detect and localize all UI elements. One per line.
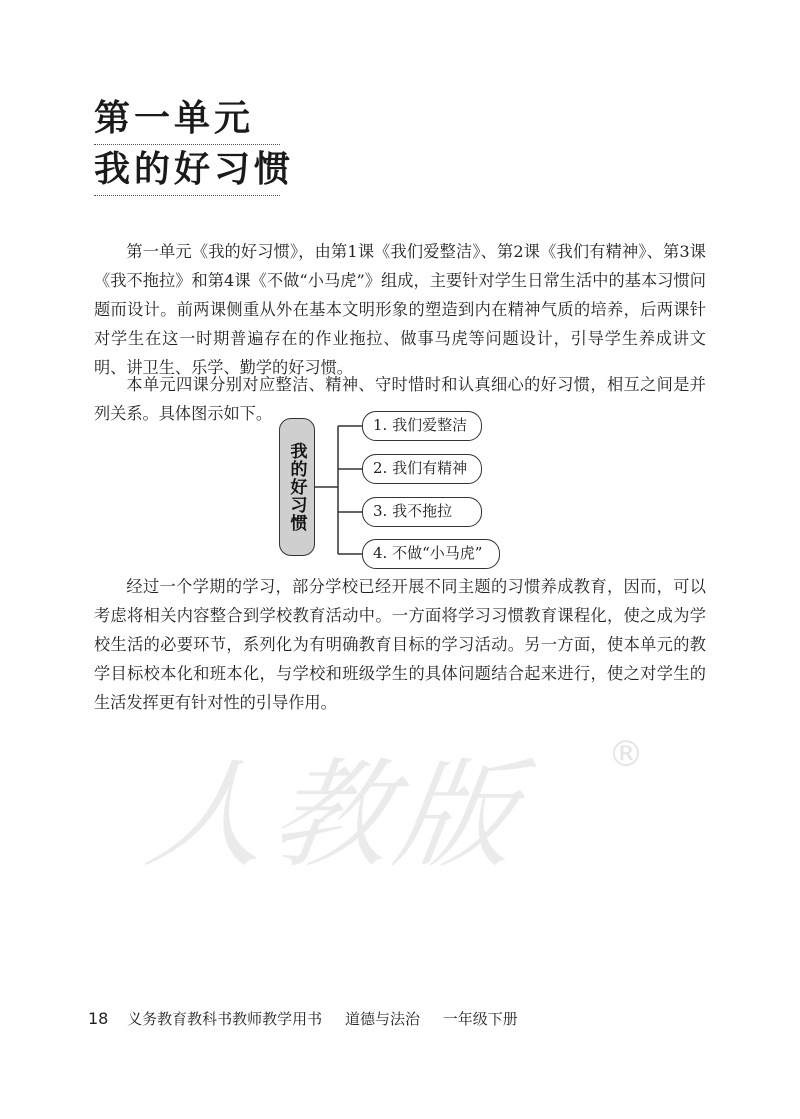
diagram-branch-lesson-3: 3. 我不拖拉: [362, 497, 482, 527]
watermark-text: 人教版: [138, 746, 531, 884]
diagram-root-label: 我的好习惯: [286, 442, 307, 532]
implementation-paragraph: 经过一个学期的学习，部分学校已经开展不同主题的习惯养成教育，因而，可以考虑将相关内容整合到学校教育活动中。一方面将学习习惯教育课程化，使之成为学校生活的必要环节，系列化为有明确教育目标的学习活动。另一方面，使本单元的教学目标校本化和班本化，与学校和班级学生的具体问题结合起来进行，使之对学生的生活发挥更有针对性的引导作用。: [94, 577, 706, 712]
subject-name: 道德与法治: [344, 1010, 420, 1028]
intro-paragraph: 第一单元《我的好习惯》，由第1课《我们爱整洁》、第2课《我们有精神》、第3课《我不拖拉》和第4课《不做“小马虎”》组成，主要针对学生日常生活中的基本习惯问题而设计。前两课侧重从外在基本文明形象的塑造到内在精神气质的培养，后两课针对学生在这一时期普遍存在的作业拖拉、做事马虎等问题设计，引导学生养成讲文明、讲卫生、乐学、勤学的好习惯。: [94, 242, 706, 377]
diagram-branch-lesson-1: 1. 我们爱整洁: [362, 411, 482, 441]
unit-title: [94, 96, 295, 198]
publisher-watermark: [138, 720, 670, 884]
title-underline: [94, 195, 280, 196]
grade-level: 一年级下册: [442, 1010, 518, 1028]
page-number: 18: [88, 1009, 109, 1028]
structure-paragraph: 本单元四课分别对应整洁、精神、守时惜时和认真细心的好习惯，相互之间是并列关系。具体图示如下。: [94, 375, 706, 423]
title-divider: [94, 144, 280, 145]
diagram-branch-lesson-2: 2. 我们有精神: [362, 454, 482, 484]
diagram-root-node: [279, 418, 315, 556]
unit-structure-diagram: [270, 408, 530, 580]
unit-name: 我的好习惯: [94, 149, 295, 190]
diagram-branch-lesson-4: 4. 不做“小马虎”: [362, 539, 500, 569]
book-title: 义务教育教科书教师教学用书: [127, 1010, 323, 1028]
unit-number: 第一单元: [94, 98, 255, 139]
registered-mark: ®: [608, 734, 644, 775]
page-footer: [88, 1008, 518, 1029]
